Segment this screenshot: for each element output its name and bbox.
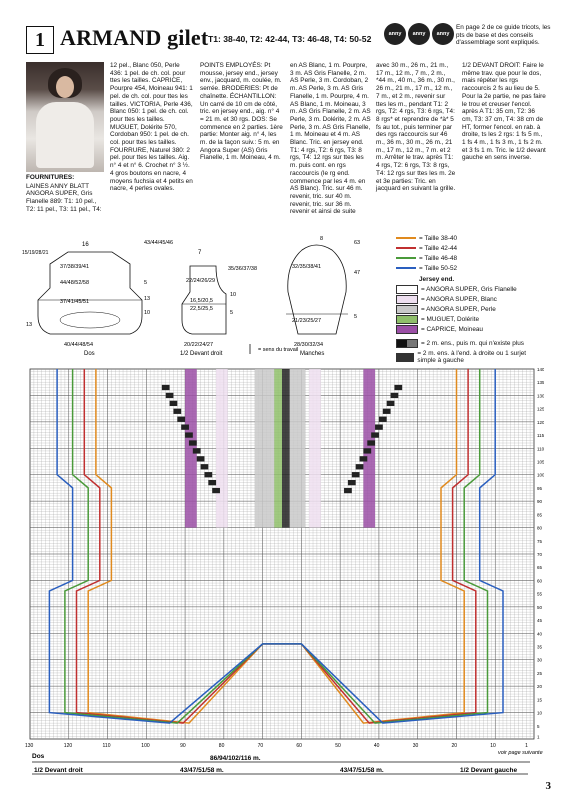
x-tick-label: 10 [490, 743, 496, 749]
y-tick-label: 125 [537, 406, 544, 412]
manches-w1: 32/35/38/41 [292, 264, 322, 270]
dos-left: 15/19/28/21 [22, 250, 49, 256]
fournitures-title: FOURNITURES: [26, 174, 75, 181]
column-6 [462, 62, 546, 163]
y-tick-label: 10 [537, 710, 543, 716]
arrow-note: = sens du travail [258, 347, 299, 353]
size-line-icon [396, 257, 416, 259]
yarn-swatch-icon [396, 285, 418, 294]
size-line-icon [396, 247, 416, 249]
yarn-stripe [282, 369, 290, 528]
decrease-mark [177, 417, 185, 422]
dos-side: 13 [26, 322, 33, 328]
y-tick-label: 130 [537, 393, 544, 399]
devant-bottom: 20/22/24/27 [184, 342, 214, 348]
x-tick-label: 130 [25, 743, 34, 749]
decrease-mark [352, 472, 360, 477]
yarn-stripe [309, 369, 321, 528]
y-tick-label: 70 [537, 552, 543, 557]
legend-size-label: = Taille 46-48 [419, 254, 458, 262]
decrease-mark [356, 464, 364, 469]
chart-svg [20, 365, 544, 741]
column-5 [376, 62, 456, 194]
manches-top: 8 [320, 236, 324, 242]
pattern-title: ARMAND gilet [60, 25, 209, 50]
legend-yarn-label: = CAPRICE, Moineau [421, 325, 483, 333]
yarn-stripe [290, 369, 306, 528]
dos-r1: 43/44/45/46 [144, 240, 174, 246]
y-tick-label: 15 [537, 697, 543, 703]
devant-r3: 5 [230, 310, 234, 316]
legend-yarn-row [396, 304, 546, 314]
materials-text: 12 pel., Blanc 050, Perle 436: 1 pel. de ch. col. pour ttes les tailles. CAPRICE, Pourpre 454, Moineau 941: 1 pel. de ch. col. pour ttes les tailles. VICTORIA, Perle 436, Blanc 050: 1 pel. de ch. col. pour ttes les tailles. MUGUET, Dolérite 570, Cordoban 950: 1 pel. de ch. col. pour ttes les tailles. FOURRURE, Naturel 380: 2 pel. pour ttes les tailles. Aig. n° 4 et n° 6. Crochet n° 3 ½. 4 gros boutons en nacre, 4 moyens fuchsia et 4 petits en nacre, 4 perles ovales. [110, 62, 193, 193]
next-page-note: voir page suivante [498, 750, 543, 756]
y-tick-label: 115 [537, 433, 544, 439]
section-half-2: 43/47/51/58 m. [340, 767, 384, 774]
y-tick-label: 35 [537, 644, 543, 650]
decrease-mark [387, 401, 395, 406]
decrease-mark [170, 401, 178, 406]
dos-r3: 13 [144, 296, 151, 302]
dos-w2: 44/48/52/58 [60, 280, 90, 286]
y-tick-label: 1 [537, 734, 540, 740]
page-number: 3 [545, 780, 551, 792]
devant-w3: 22,5/25,5 [190, 306, 213, 312]
x-tick-label: 120 [63, 743, 73, 749]
y-tick-label: 120 [537, 419, 544, 425]
devant-w2: 16,5/20,5 [190, 298, 213, 304]
decrease-mark [371, 432, 379, 437]
y-tick-label: 60 [537, 578, 543, 584]
knitting-chart [20, 365, 544, 741]
column-1 [26, 174, 106, 215]
pattern-number: 1 [26, 26, 54, 54]
y-tick-label: 140 [537, 367, 544, 372]
x-tick-label: 40 [373, 743, 380, 749]
y-tick-label: 5 [537, 723, 540, 729]
model-photo [26, 62, 104, 172]
legend [396, 233, 546, 376]
decrease-mark [189, 440, 197, 445]
y-tick-label: 75 [537, 538, 543, 544]
y-tick-label: 20 [537, 684, 543, 690]
instructions-text-3: avec 30 m., 26 m., 21 m., 17 m., 12 m., 7 m., 2 m., *44 m., 40 m., 36 m., 30 m., 26 m., 21 m., 17 m., 12 m., 7 m., et 2 m., revenir sur ttes les m., pendant T1: 2 rgs, T2: 4 rgs, T3: 6 rgs, T4: 8 rgs* et reprendre de *à* 5 fs au tot., puis terminer par des rgs raccourcis sur 46 m., 36 m., 30 m., 26 m., 21 m., 17 m., 12 m., 7 m. et 2 m. Arrêter le trav. après T1: 4 rgs, T2: 6 rgs, T3: 8 rgs, T4: 12 rgs sur ttes les m. 2e et 3e parties: Tric. en jacquard en suivant la grille. [376, 62, 456, 193]
y-tick-label: 90 [537, 499, 543, 505]
yarn-swatch-icon [396, 305, 418, 314]
y-tick-label: 65 [537, 565, 543, 571]
decrease-mark [363, 448, 371, 453]
x-tick-label: 70 [257, 743, 264, 749]
y-tick-label: 100 [537, 472, 544, 478]
legend-yarn-label: = ANGORA SUPER, Blanc [421, 295, 497, 303]
legend-jersey-title: Jersey end. [419, 276, 455, 283]
decrease-mark [197, 456, 205, 461]
size-line-icon [396, 267, 416, 269]
fournitures-text: LAINES ANNY BLATT ANGORA SUPER, Gris Flanelle 889: T1: 10 pel., T2: 11 pel., T3: 11 pel., T4: [26, 182, 102, 213]
dos-bottom: 40/44/48/54 [64, 342, 94, 348]
decrease-mark [185, 432, 193, 437]
chart-footer [20, 740, 550, 786]
x-tick-label: 110 [102, 743, 111, 749]
legend-yarn-label: = MUGUET, Dolérite [421, 315, 480, 323]
y-tick-label: 110 [537, 446, 544, 452]
y-tick-label: 95 [537, 485, 543, 491]
y-tick-label: 85 [537, 512, 543, 518]
decrease-mark [193, 448, 201, 453]
size-list: T1: 38-40, T2: 42-44, T3: 46-48, T4: 50-52 [208, 34, 372, 44]
x-tick-label: 30 [412, 743, 419, 749]
dos-top: 16 [82, 242, 89, 248]
brand-badge: anny blatt [384, 23, 406, 45]
y-tick-label: 105 [537, 459, 544, 465]
decrease-mark [162, 385, 170, 390]
y-tick-label: 45 [537, 618, 543, 624]
brand-badge: anny blatt [408, 23, 430, 45]
decrease-mark [360, 456, 368, 461]
schematic-dos [22, 240, 173, 357]
legend-symbol-label: = 2 m. ens., puis m. qui n'existe plus [421, 339, 524, 347]
decrease-symbol-icon [396, 339, 418, 348]
y-tick-label: 80 [537, 525, 543, 531]
section-half-1: 43/47/51/58 m. [180, 767, 224, 774]
decrease-mark [201, 464, 209, 469]
legend-sizes [396, 233, 546, 273]
photo-face [56, 76, 74, 98]
page-header [26, 23, 555, 59]
decrease-mark [383, 409, 391, 414]
decrease-mark [367, 440, 375, 445]
yarn-stripe [255, 369, 274, 528]
legend-symbol [396, 338, 546, 348]
y-tick-label: 50 [537, 604, 543, 610]
yarn-swatch-icon [396, 315, 418, 324]
x-tick-label: 90 [180, 743, 186, 749]
column-4 [290, 62, 372, 217]
legend-symbol [396, 348, 546, 366]
dos-w3: 37/41/45/51 [60, 299, 90, 305]
instructions-text-1: POINTS EMPLOYÉS: Pt mousse, jersey end., jersey env., jacquard, m. coulée, m. serrée. BRODERIES: Pt de chaînette. ÉCHANTILLON: Un carré de 10 cm de côté, tric. en jersey end., aig. n° 4 = 21 m. et 30 rgs. DOS: Se commence en 2 parties. 1ère partie: Monter aig. n° 4, les m. de la façon suiv.: 5 m. en Angora Super (AS) Gris Flanelle, 1 m. Moineau, 4 m. [200, 62, 283, 162]
column-2 [110, 62, 193, 194]
photo-cardigan [36, 102, 94, 168]
schematic-manches [286, 236, 360, 357]
legend-yarn-row [396, 294, 546, 304]
dos-r4: 10 [144, 310, 151, 316]
x-tick-label: 100 [141, 743, 150, 749]
devant-r2: 10 [230, 292, 237, 298]
section-devant-gauche: 1/2 Devant gauche [460, 767, 518, 774]
devant-w1: 22/24/26/29 [186, 278, 216, 284]
dos-label: Dos [84, 351, 95, 357]
legend-yarn-label: = ANGORA SUPER, Perle [421, 305, 496, 313]
legend-yarns [396, 284, 546, 334]
instructions-text-2: en AS Blanc, 1 m. Pourpre, 3 m. AS Gris Flanelle, 2 m. AS Perle, 3 m. Cordoban, 2 m. AS Perle, 3 m. AS Gris Flanelle, 1 m. Pourpre, 4 m. AS Blanc, 1 m. Moineau, 3 m. AS Gris Flanelle, 2 m. AS Perle, 3 m. Dolérite, 2 m. AS Perle, 3 m. AS Gris Flanelle, 1 m. Moineau et 4 m. AS Blanc. Tric. en jersey end. T1: 4 rgs, T2: 6 rgs, T3: 8 rgs, T4: 12 rgs sur ttes les m. puis cont. en rgs raccourcis (le rg end. commence par les 4 m. en AS Blanc). Tric. sur 46 m. revenir, tric. sur 40 m. revenir, tric. sur 36 m. revenir et ainsi de suite [290, 62, 371, 216]
decrease-mark [344, 488, 352, 493]
yarn-swatch-icon [396, 325, 418, 334]
yarn-stripe [274, 369, 282, 528]
manches-w2: 21/23/25/27 [292, 318, 322, 324]
x-tick-label: 80 [218, 743, 225, 749]
x-tick-label: 20 [451, 743, 458, 749]
legend-size-row [396, 263, 546, 273]
manches-r2: 47 [354, 270, 361, 276]
size-line-icon [396, 237, 416, 239]
decrease-mark [394, 385, 402, 390]
decrease-mark [181, 425, 189, 430]
y-tick-label: 25 [537, 670, 543, 676]
legend-size-row [396, 243, 546, 253]
yarn-stripe [216, 369, 228, 528]
x-tick-label: 60 [296, 743, 302, 749]
x-tick-label: 50 [335, 743, 341, 749]
legend-symbol-label: = 2 m. ens. à l'end. à droite ou 1 surjet simple à gauche [417, 350, 527, 364]
legend-size-row [396, 233, 546, 243]
legend-yarn-label: = ANGORA SUPER, Gris Flanelle [421, 285, 517, 293]
devant-r1: 35/36/37/38 [228, 266, 258, 272]
legend-yarn-row [396, 314, 546, 324]
legend-yarn-row [396, 324, 546, 334]
decrease-mark [375, 425, 383, 430]
y-tick-label: 55 [537, 591, 543, 597]
decrease-mark [173, 409, 181, 414]
y-tick-label: 30 [537, 657, 543, 663]
legend-yarn-row [396, 284, 546, 294]
decrease-mark [379, 417, 387, 422]
section-total: 86/94/102/116 m. [210, 755, 261, 762]
section-devant-droit: 1/2 Devant droit [34, 767, 83, 774]
manches-r3: 5 [354, 314, 358, 320]
legend-size-label: = Taille 38-40 [419, 234, 458, 242]
x-tick-label: 1 [525, 743, 528, 749]
column-3 [200, 62, 284, 163]
brand-badge: anny blatt [432, 23, 454, 45]
dec-right-symbol-icon [396, 353, 414, 362]
legend-size-label: = Taille 42-44 [419, 244, 458, 252]
manches-r1: 63 [354, 240, 361, 246]
devant-top: 7 [198, 250, 202, 256]
decrease-mark [391, 393, 399, 398]
yarn-stripe [185, 369, 197, 528]
manches-label: Manches [300, 351, 325, 357]
yarn-stripe [363, 369, 375, 528]
schematics [20, 234, 390, 360]
decrease-mark [166, 393, 174, 398]
instructions-text-4: 1/2 DEVANT DROIT: Faire le même trav. que pour le dos, mais répéter les rgs raccourcis 2 fs au lieu de 5. Pour la 2e partie, ne pas faire le trou et creuser l'encol. après A T1: 35 cm, T2: 36 cm, T3: 37 cm, T4: 38 cm de HT, former l'encol. en rab. à droite, ts les 2 rgs: 1 fs 5 m., 1 fs 4 m., 1 fs 3 m., 1 fs 2 m. et 3 fs 1 m. Tric. le 1/2 devant gauche en sens inverse. [462, 62, 546, 162]
decrease-mark [208, 480, 216, 485]
y-tick-label: 40 [537, 631, 543, 637]
schematic-devant [180, 250, 298, 357]
decrease-mark [348, 480, 356, 485]
dos-r2: 5 [144, 280, 148, 286]
legend-size-row [396, 253, 546, 263]
decrease-mark [204, 472, 212, 477]
decrease-mark [212, 488, 220, 493]
devant-label: 1/2 Devant droit [180, 351, 223, 357]
dos-footer-label: Dos [32, 753, 45, 760]
dos-w1: 37/38/39/41 [60, 264, 90, 270]
reference-note: En page 2 de ce guide tricots, les pts de base et des conseils d'assemblage sont expliqués. [456, 24, 551, 46]
legend-size-label: = Taille 50-52 [419, 264, 458, 272]
yarn-swatch-icon [396, 295, 418, 304]
manches-bottom: 28/30/32/34 [294, 342, 324, 348]
y-tick-label: 135 [537, 380, 544, 386]
